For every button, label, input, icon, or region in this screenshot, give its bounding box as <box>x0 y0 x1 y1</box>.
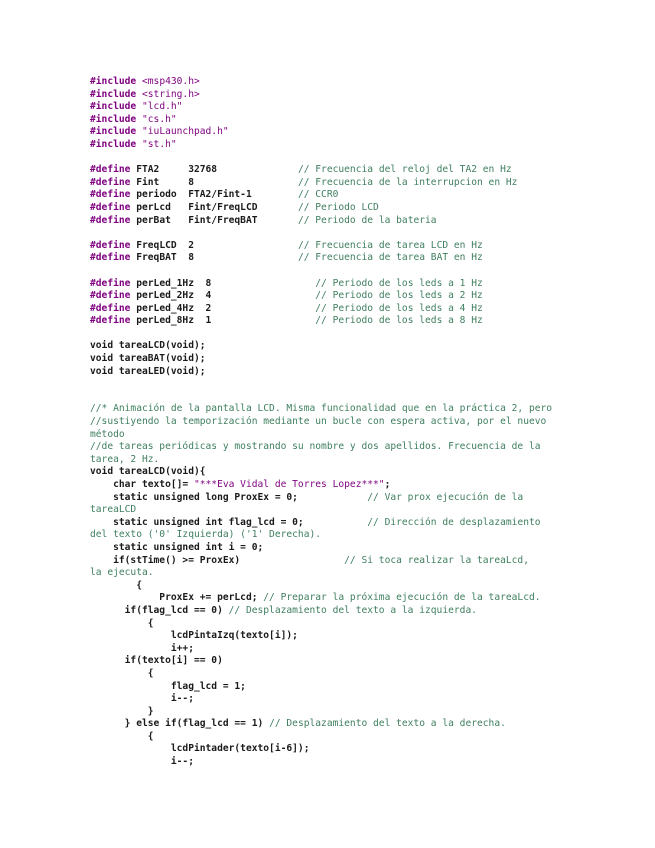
define-comment: // Periodo de la bateria <box>297 214 437 226</box>
define-comment: // Periodo de los leds a 4 Hz <box>315 302 483 314</box>
code-line: { <box>90 617 154 629</box>
define-value: 2 <box>205 302 316 314</box>
include-file: "lcd.h" <box>142 101 183 113</box>
include-line <box>90 101 570 114</box>
code-line: static unsigned long ProxEx = 0; // Var prox ejecución de la <box>90 491 524 503</box>
define-value: 32768 <box>188 164 298 176</box>
define-directive: #define <box>90 302 137 314</box>
code-line: i--; <box>90 693 194 705</box>
define-comment: // CCR0 <box>297 189 339 201</box>
define-name: perLed_2Hz <box>136 290 206 302</box>
comment-line: //* Animación de la pantalla LCD. Misma funcionalidad que en la práctica 2, pero <box>90 403 553 415</box>
include-line <box>90 89 570 102</box>
define-name: Fint <box>136 176 189 188</box>
prototype-line: void tareaLED(void); <box>90 365 206 377</box>
prototype-line: void tareaLCD(void); <box>90 340 206 352</box>
code-line: static unsigned int flag_lcd = 0; // Dirección de desplazamiento <box>90 516 541 528</box>
prototype-line: void tareaBAT(void); <box>90 353 206 365</box>
define-value: 8 <box>188 252 298 264</box>
define-line <box>90 278 570 291</box>
define-directive: #define <box>90 164 137 176</box>
define-directive: #define <box>90 189 137 201</box>
code-line: lcdPintaIzq(texto[i]); <box>90 630 298 642</box>
comment-line: //de tareas periódicas y mostrando su nombre y dos apellidos. Frecuencia de la <box>90 441 541 453</box>
define-comment: // Periodo LCD <box>297 201 379 213</box>
define-line <box>90 315 570 328</box>
code-line: ProxEx += perLcd; // Preparar la próxima ejecución de la tareaLcd. <box>90 592 541 604</box>
define-block-frequencies <box>90 240 570 265</box>
define-line <box>90 189 570 202</box>
comment-line: método <box>90 428 125 440</box>
define-comment: // Periodo de los leds a 8 Hz <box>315 315 483 327</box>
include-line <box>90 76 570 89</box>
define-name: periodo <box>136 189 189 201</box>
include-directive: #include <box>90 138 137 150</box>
define-line <box>90 240 570 253</box>
code-line: { <box>90 730 154 742</box>
code-line-wrap: la ejecuta. <box>90 567 154 579</box>
define-line <box>90 215 570 228</box>
code-line: lcdPintader(texto[i-6]); <box>90 743 310 755</box>
include-file: <msp430.h> <box>142 76 200 87</box>
define-value: 8 <box>188 176 298 188</box>
define-value: 1 <box>205 315 316 327</box>
comment-line: tarea, 2 Hz. <box>90 453 160 465</box>
define-line <box>90 252 570 265</box>
code-line: } <box>90 705 154 717</box>
code-line: } else if(flag_lcd == 1) // Desplazamiento del texto a la derecha. <box>90 718 506 730</box>
define-line <box>90 177 570 190</box>
code-line: flag_lcd = 1; <box>90 680 246 692</box>
include-block <box>90 76 570 152</box>
define-comment: // Frecuencia de tarea BAT en Hz <box>297 252 483 264</box>
function-tarealcd <box>90 403 570 768</box>
define-comment: // Frecuencia de tarea LCD en Hz <box>297 239 483 251</box>
define-name: FreqBAT <box>136 252 189 264</box>
define-directive: #define <box>90 214 137 226</box>
code-listing <box>90 76 570 769</box>
define-directive: #define <box>90 290 137 302</box>
define-line <box>90 290 570 303</box>
define-directive: #define <box>90 176 137 188</box>
include-directive: #include <box>90 76 137 87</box>
define-name: perLed_1Hz <box>136 277 206 289</box>
code-line: { <box>90 579 142 591</box>
code-line-wrap: del texto ('0' Izquierda) ('1' Derecha). <box>90 529 322 541</box>
define-comment: // Periodo de los leds a 2 Hz <box>315 290 483 302</box>
include-file: "st.h" <box>142 138 177 150</box>
define-comment: // Frecuencia del reloj del TA2 en Hz <box>297 164 512 176</box>
define-name: FreqLCD <box>136 239 189 251</box>
define-directive: #define <box>90 277 137 289</box>
code-line: void tareaLCD(void){ <box>90 466 206 478</box>
code-line: i--; <box>90 756 194 768</box>
code-line: i++; <box>90 642 194 654</box>
code-line: if(stTime() >= ProxEx) // Si toca realizar la tareaLcd, <box>90 554 529 566</box>
include-file: "cs.h" <box>142 113 177 125</box>
define-directive: #define <box>90 239 137 251</box>
code-line: { <box>90 667 154 679</box>
include-line <box>90 139 570 152</box>
define-name: perBat <box>136 214 189 226</box>
code-line: static unsigned int i = 0; <box>90 541 264 553</box>
define-value: 2 <box>188 239 298 251</box>
define-comment: // Periodo de los leds a 1 Hz <box>315 277 483 289</box>
code-line: if(texto[i] == 0) <box>90 655 223 667</box>
define-line <box>90 164 570 177</box>
define-directive: #define <box>90 252 137 264</box>
include-directive: #include <box>90 126 137 138</box>
prototype-block <box>90 340 570 378</box>
include-file: <string.h> <box>142 88 200 100</box>
code-line-wrap: tareaLCD <box>90 504 137 516</box>
define-name: perLed_4Hz <box>136 302 206 314</box>
comment-line: //sustiyendo la temporización mediante un bucle con espera activa, por el nuevo <box>90 416 547 428</box>
include-file: "iuLaunchpad.h" <box>142 126 229 138</box>
define-directive: #define <box>90 315 137 327</box>
define-value: Fint/FreqLCD <box>188 201 298 213</box>
define-value: 8 <box>205 277 316 289</box>
include-line <box>90 126 570 139</box>
define-block-timing <box>90 164 570 227</box>
define-name: perLcd <box>136 201 189 213</box>
include-directive: #include <box>90 101 137 113</box>
include-directive: #include <box>90 88 137 100</box>
define-line <box>90 303 570 316</box>
define-block-led-periods <box>90 278 570 328</box>
define-value: Fint/FreqBAT <box>188 214 298 226</box>
code-line: if(flag_lcd == 0) // Desplazamiento del texto a la izquierda. <box>90 604 477 616</box>
include-line <box>90 114 570 127</box>
define-name: FTA2 <box>136 164 189 176</box>
include-directive: #include <box>90 113 137 125</box>
code-line: char texto[]= "***Eva Vidal de Torres Lopez***"; <box>90 479 391 490</box>
define-line <box>90 202 570 215</box>
define-value: FTA2/Fint-1 <box>188 189 298 201</box>
define-comment: // Frecuencia de la interrupcion en Hz <box>297 176 518 188</box>
define-name: perLed_8Hz <box>136 315 206 327</box>
define-value: 4 <box>205 290 316 302</box>
define-directive: #define <box>90 201 137 213</box>
